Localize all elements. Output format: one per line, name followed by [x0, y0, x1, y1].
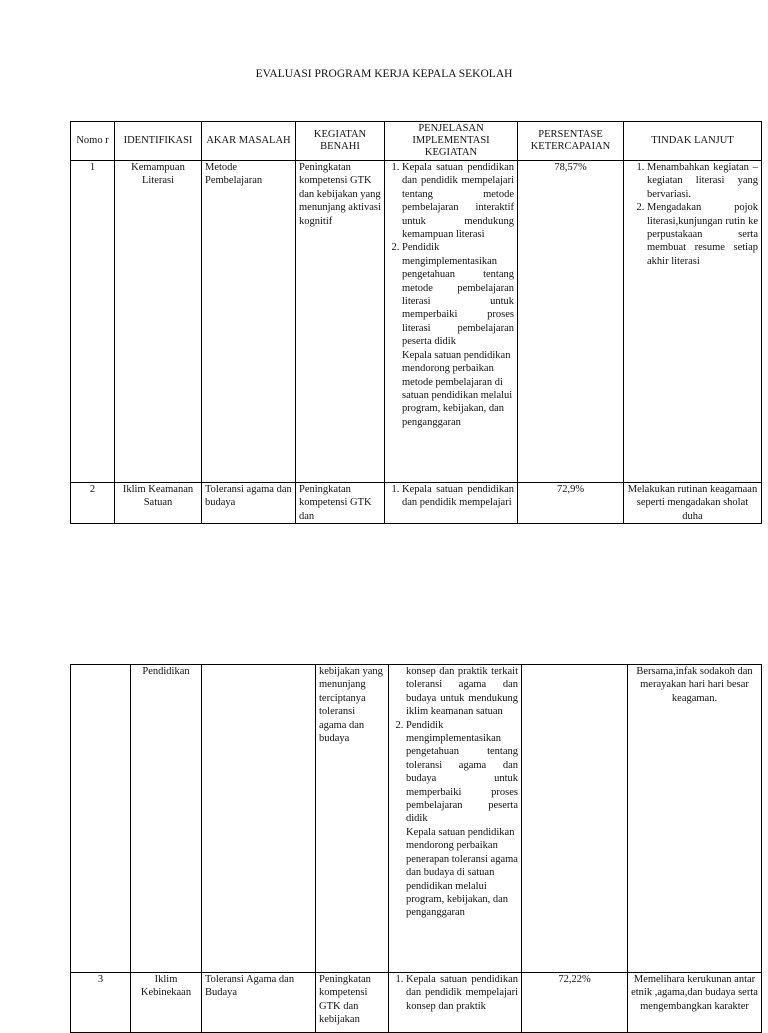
row-akar-masalah: Toleransi Agama dan Budaya [202, 973, 316, 1033]
penjelasan-item-1: 1. Kepala satuan pendidikan dan pendidik mempelajari konsep dan praktik [406, 973, 518, 1013]
header-nomor: Nomo r [71, 122, 115, 161]
penjelasan-extra: Kepala satuan pendidikan mendorong perbaikan penerapan toleransi agama dan budaya di satuan pendidikan melalui program, kebijakan, dan penganggaran [406, 826, 518, 919]
header-penjelasan: PENJELASAN IMPLEMENTASI KEGIATAN [385, 122, 518, 161]
row-penjelasan [385, 483, 518, 524]
penjelasan-item-2: 2. Pendidik mengimplementasikan pengetahuan tentang toleransi agama dan budaya untuk memperbaiki proses pembelajaran peserta didik [406, 719, 518, 826]
tindak-item-1: 1. Menambahkan kegiatan – kegiatan literasi yang bervariasi. [647, 161, 758, 201]
row-number: 2 [71, 483, 115, 524]
header-tindak-lanjut: TINDAK LANJUT [624, 122, 762, 161]
penjelasan-item-1: 1. Kepala satuan pendidikan dan pendidik mempelajari tentang metode pembelajaran interaktif untuk mendukung kemampuan literasi [402, 161, 514, 241]
header-identifikasi: IDENTIFIKASI [115, 122, 202, 161]
row-identifikasi: Iklim Keamanan Satuan [115, 483, 202, 524]
row-kegiatan: Peningkatan kompetensi GTK dan kebijakan yang menunjang aktivasi kognitif [296, 161, 385, 483]
row-persentase: 72,22% [522, 973, 628, 1033]
row-number: 1 [71, 161, 115, 483]
row-akar-masalah [202, 665, 316, 973]
tindak-item-2: 2. Mengadakan pojok literasi,kunjungan rutin ke perpustakaan serta membuat resume setiap akhir literasi [647, 201, 758, 268]
row-identifikasi: Pendidikan [131, 665, 202, 973]
header-kegiatan-benahi: KEGIATAN BENAHI [296, 122, 385, 161]
row-identifikasi: Iklim Kebinekaan [131, 973, 202, 1033]
evaluation-table-page-1 [70, 121, 762, 524]
row-tindak-lanjut: Bersama,infak sodakoh dan merayakan hari hari besar keagaman. [628, 665, 762, 973]
penjelasan-item-2: 2. Pendidik mengimplementasikan pengetahuan tentang metode pembelajaran literasi untuk memperbaiki proses literasi pembelajaran peserta didik [402, 241, 514, 348]
row-tindak-lanjut: Memelihara kerukunan antar etnik ,agama,dan budaya serta mengembangkan karakter [628, 973, 762, 1033]
row-kegiatan: Peningkatan kompetensi GTK dan [296, 483, 385, 524]
row-kegiatan: kebijakan yang menunjang terciptanya toleransi agama dan budaya [316, 665, 389, 973]
row-penjelasan [389, 665, 522, 973]
penjelasan-item-1-cont: konsep dan praktik terkait toleransi agama dan budaya untuk mendukung iklim keamanan satuan [406, 666, 518, 718]
document-title: EVALUASI PROGRAM KERJA KEPALA SEKOLAH [255, 68, 513, 80]
table-row [71, 483, 762, 524]
row-tindak-lanjut [624, 161, 762, 483]
row-akar-masalah: Toleransi agama dan budaya [202, 483, 296, 524]
row-akar-masalah: Metode Pembelajaran [202, 161, 296, 483]
row-persentase: 78,57% [518, 161, 624, 483]
row-kegiatan: Peningkatan kompetensi GTK dan kebijakan [316, 973, 389, 1033]
evaluation-table-page-2 [70, 664, 762, 1033]
header-row [71, 122, 762, 161]
row-number: 3 [71, 973, 131, 1033]
row-persentase: 72,9% [518, 483, 624, 524]
penjelasan-extra: Kepala satuan pendidikan mendorong perbaikan metode pembelajaran di satuan pendidikan melalui program, kebijakan, dan penganggaran [402, 349, 513, 428]
header-persentase: PERSENTASE KETERCAPAIAN [518, 122, 624, 161]
row-persentase [522, 665, 628, 973]
row-tindak-lanjut: Melakukan rutinan keagamaan seperti mengadakan sholat duha [624, 483, 762, 524]
table-row [71, 161, 762, 483]
penjelasan-item-1: 1. Kepala satuan pendidikan dan pendidik mempelajari [402, 483, 514, 510]
row-number [71, 665, 131, 973]
row-penjelasan [385, 161, 518, 483]
header-akar-masalah: AKAR MASALAH [202, 122, 296, 161]
table-row [71, 665, 762, 973]
row-identifikasi: Kemampuan Literasi [115, 161, 202, 483]
